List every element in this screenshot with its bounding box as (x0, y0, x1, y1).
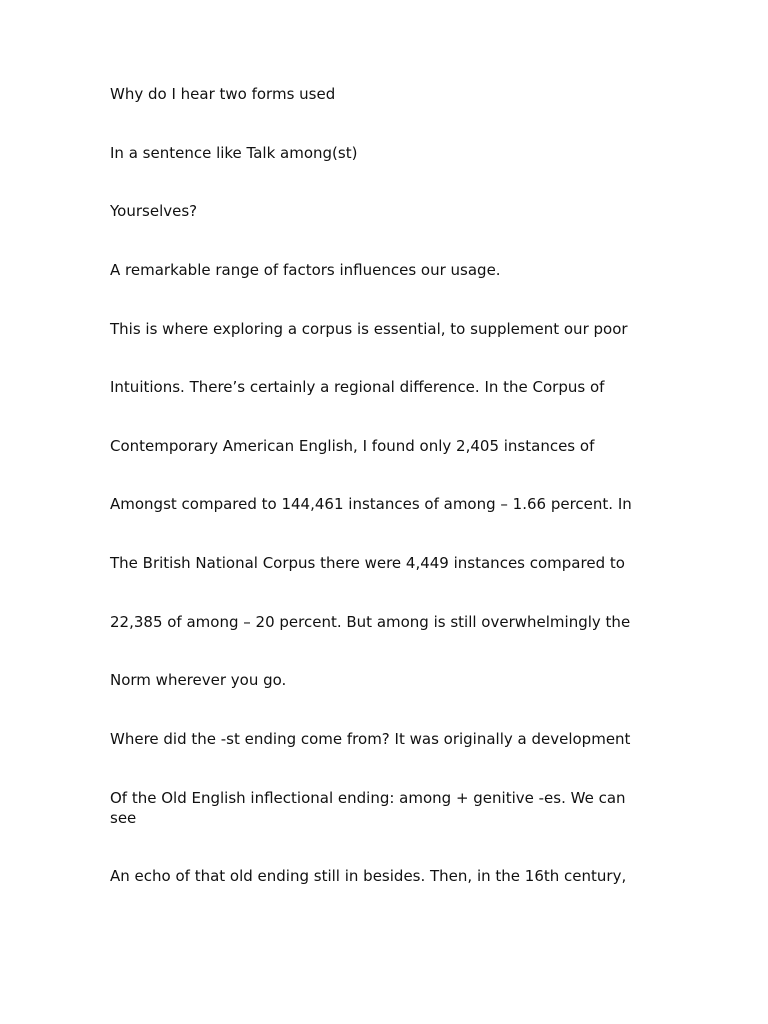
text-line-11: Norm wherever you go. (110, 671, 287, 689)
text-line-5: This is where exploring a corpus is essential, to supplement our poor (110, 320, 628, 338)
text-line-12: Where did the -st ending come from? It was originally a development (110, 730, 631, 748)
text-line-8: Amongst compared to 144,461 instances of among – 1.66 percent. In (110, 495, 632, 513)
text-line-14: An echo of that old ending still in besides. Then, in the 16th century, (110, 867, 627, 885)
text-line-7: Contemporary American English, I found only 2,405 instances of (110, 437, 595, 455)
text-line-3: Yourselves? (110, 202, 198, 220)
text-line-4: A remarkable range of factors influences our usage. (110, 261, 501, 279)
text-line-2: In a sentence like Talk among(st) (110, 144, 358, 162)
text-line-1: Why do I hear two forms used (110, 85, 336, 103)
text-line-10: 22,385 of among – 20 percent. But among is still overwhelmingly the (110, 613, 631, 631)
text-line-9: The British National Corpus there were 4,449 instances compared to (110, 554, 625, 572)
text-line-13: Of the Old English inflectional ending: among + genitive -es. We can see (110, 789, 626, 827)
text-line-6: Intuitions. There’s certainly a regional difference. In the Corpus of (110, 378, 605, 396)
